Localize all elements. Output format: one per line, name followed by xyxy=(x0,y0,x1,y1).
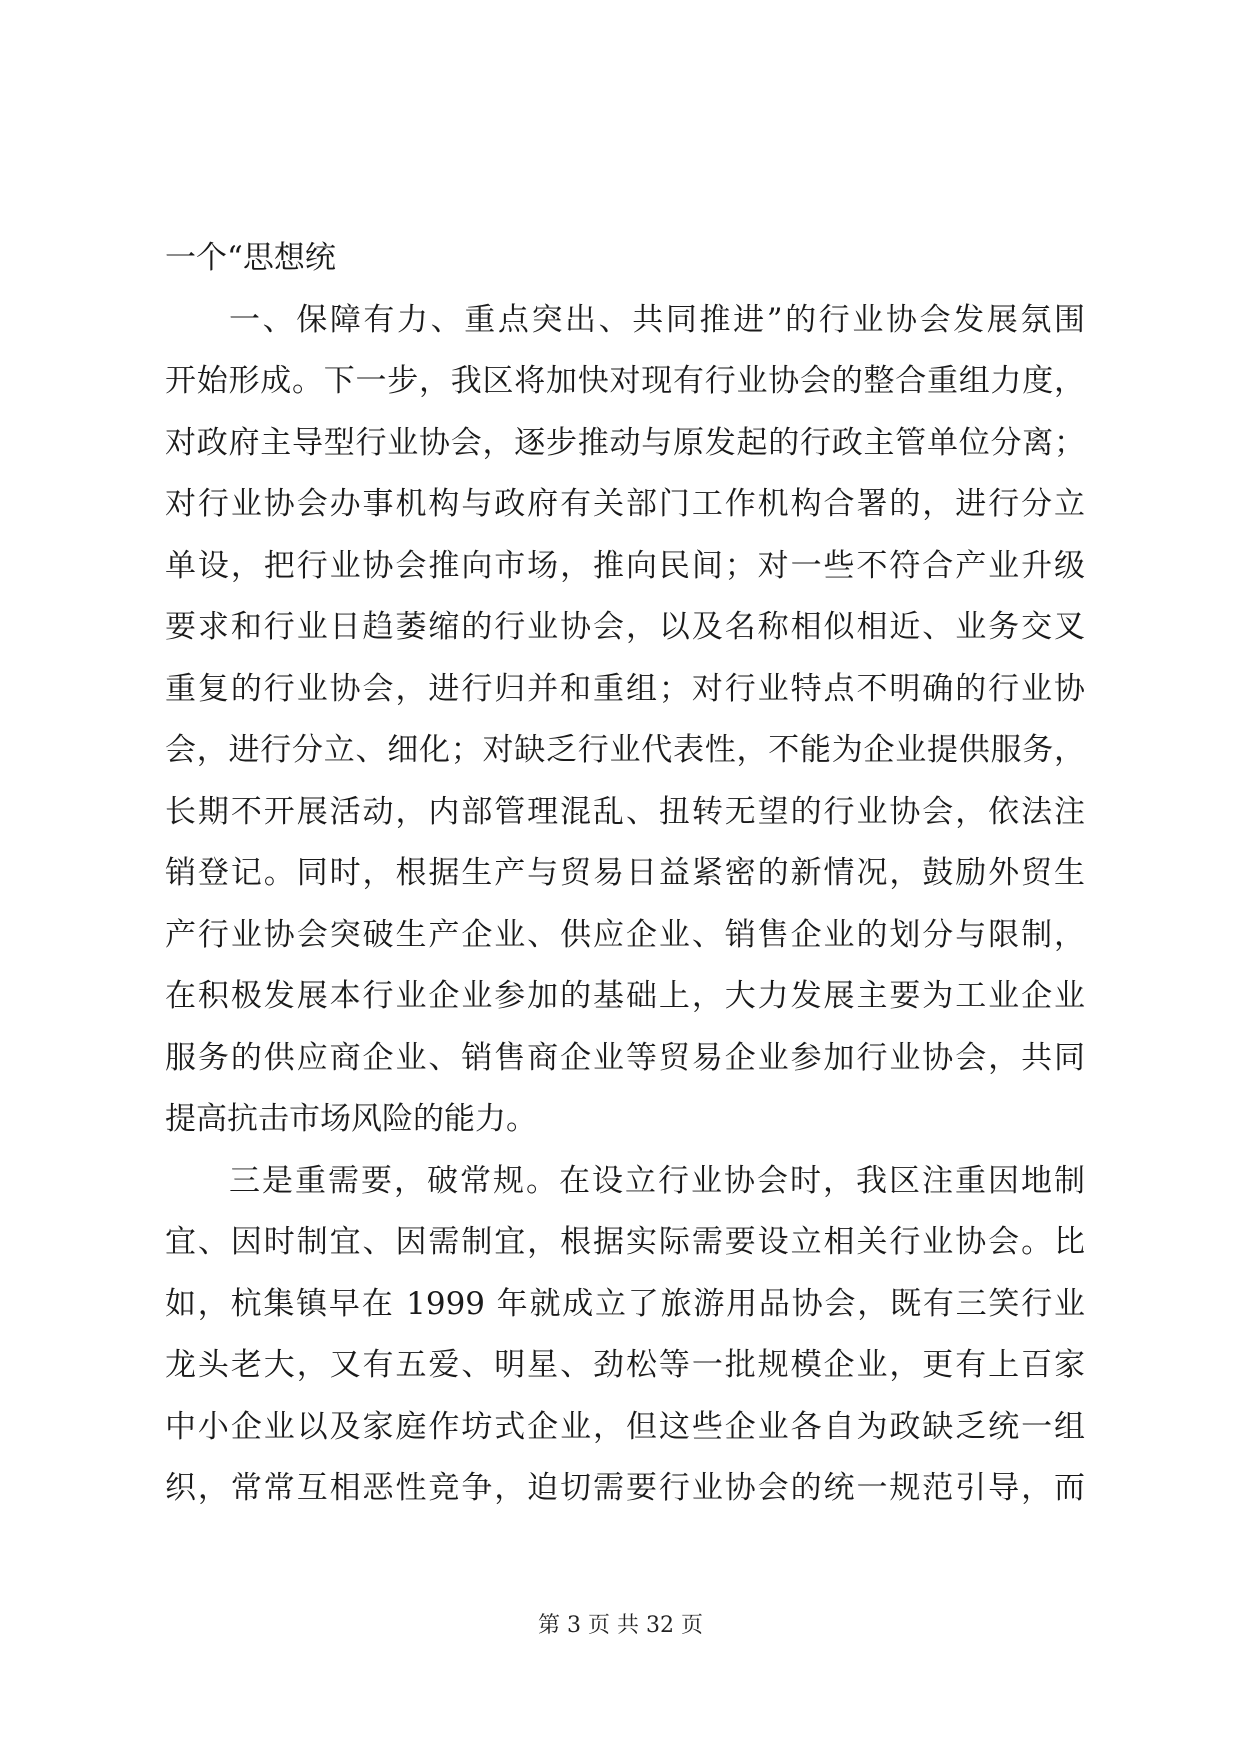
page-footer: 第 3 页 共 32 页 xyxy=(538,1613,703,1638)
text-line: 单设，把行业协会推向市场，推向民间；对一些不符合产业升级 xyxy=(165,547,1085,584)
text-line: 重复的行业协会，进行归并和重组；对行业特点不明确的行业协 xyxy=(165,670,1085,707)
text-line: 中小企业以及家庭作坊式企业，但这些企业各自为政缺乏统一组 xyxy=(165,1408,1085,1445)
text-line: 开始形成。下一步，我区将加快对现有行业协会的整合重组力度， xyxy=(165,363,1085,399)
text-line: 宜、因时制宜、因需制宜，根据实际需要设立相关行业协会。比 xyxy=(165,1224,1085,1260)
text-line: 织，常常互相恶性竞争，迫切需要行业协会的统一规范引导，而 xyxy=(165,1470,1085,1506)
text-line: 服务的供应商企业、销售商企业等贸易企业参加行业协会，共同 xyxy=(165,1039,1085,1076)
text-line: 对行业协会办事机构与政府有关部门工作机构合署的，进行分立 xyxy=(165,486,1085,522)
text-line: 三是重需要，破常规。在设立行业协会时，我区注重因地制 xyxy=(229,1162,1085,1199)
body-text xyxy=(165,228,1085,1520)
text-line: 一、保障有力、重点突出、共同推进”的行业协会发展氛围 xyxy=(229,301,1085,338)
text-line: 销登记。同时，根据生产与贸易日益紧密的新情况，鼓励外贸生 xyxy=(165,855,1085,891)
text-line: 在积极发展本行业企业参加的基础上，大力发展主要为工业企业 xyxy=(165,978,1085,1014)
text-line: 龙头老大，又有五爱、明星、劲松等一批规模企业，更有上百家 xyxy=(165,1347,1085,1383)
text-line: 提高抗击市场风险的能力。 xyxy=(165,1101,537,1137)
text-line: 长期不开展活动，内部管理混乱、扭转无望的行业协会，依法注 xyxy=(165,793,1085,830)
text-line: 对政府主导型行业协会，逐步推动与原发起的行政主管单位分离； xyxy=(165,424,1085,461)
text-line: 会，进行分立、细化；对缺乏行业代表性，不能为企业提供服务， xyxy=(165,732,1085,768)
text-line: 如，杭集镇早在 1999 年就成立了旅游用品协会，既有三笑行业 xyxy=(165,1285,1085,1322)
text-line: 要求和行业日趋萎缩的行业协会，以及名称相似相近、业务交叉 xyxy=(165,609,1085,645)
text-line: 一个“思想统 xyxy=(165,240,336,276)
text-line: 产行业协会突破生产企业、供应企业、销售企业的划分与限制， xyxy=(165,916,1085,953)
